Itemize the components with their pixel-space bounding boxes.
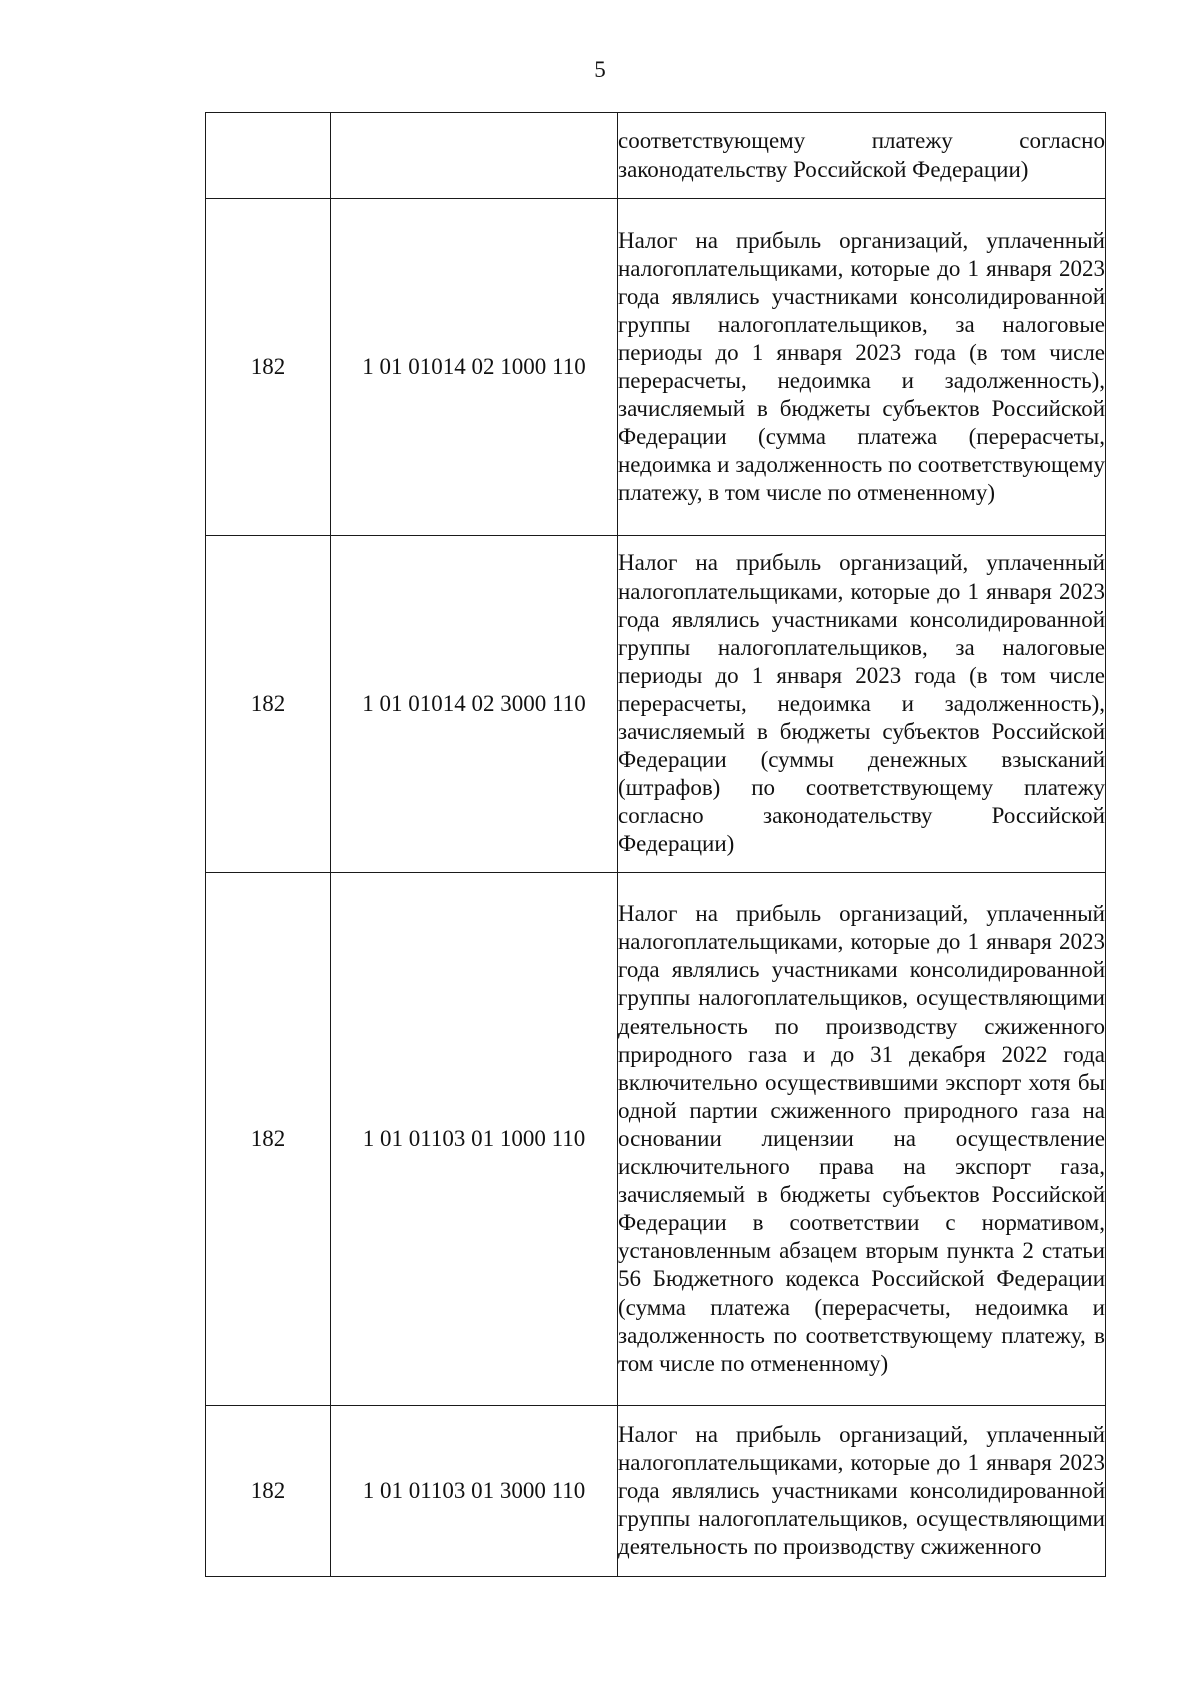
table-row bbox=[206, 1406, 1106, 1577]
income-name-text: Налог на прибыль организаций, уплаченный налогоплательщиками, которые до 1 января 2023 года являлись участниками консолидированной группы налогоплательщиков, осуществляющими деятельность по производству сжиженного природного газа и до 31 декабря 2022 года включительно осуществившими экспорт хотя бы одной партии сжиженного природного газа на основании лицензии на осуществление исключительного права на экспорт газа, зачисляемый в бюджеты субъектов Российской Федерации в соответствии с нормативом, установленным абзацем вторым пункта 2 статьи 56 Бюджетного кодекса Российской Федерации (сумма платежа (перерасчеты, недоимка и задолженность по соответствующему платежу, в том числе по отмененному) bbox=[618, 901, 1105, 1376]
budget-classification-table bbox=[205, 112, 1106, 1577]
admin-code-cell: 182 bbox=[206, 1406, 331, 1577]
income-name-cell bbox=[618, 873, 1106, 1406]
income-name-text: Налог на прибыль организаций, уплаченный налогоплательщиками, которые до 1 января 2023 года являлись участниками консолидированной группы налогоплательщиков, за налоговые периоды до 1 января 2023 года (в том числе перерасчеты, недоимка и задолженность), зачисляемый в бюджеты субъектов Российской Федерации (суммы денежных взысканий (штрафов) по соответствующему платежу согласно законодательству Российской Федерации) bbox=[618, 550, 1105, 857]
income-name-cell bbox=[618, 536, 1106, 873]
page-number: 5 bbox=[594, 57, 606, 82]
income-code-cell: 1 01 01014 02 1000 110 bbox=[331, 199, 618, 536]
income-code-cell: 1 01 01014 02 3000 110 bbox=[331, 536, 618, 873]
table-row bbox=[206, 873, 1106, 1406]
income-code-cell: 1 01 01103 01 3000 110 bbox=[331, 1406, 618, 1577]
income-name-cell bbox=[618, 1406, 1106, 1577]
table-row bbox=[206, 199, 1106, 536]
income-name-cell bbox=[618, 113, 1106, 199]
income-name-text: Налог на прибыль организаций, уплаченный налогоплательщиками, которые до 1 января 2023 года являлись участниками консолидированной группы налогоплательщиков, за налоговые периоды до 1 января 2023 года (в том числе перерасчеты, недоимка и задолженность), зачисляемый в бюджеты субъектов Российской Федерации (сумма платежа (перерасчеты, недоимка и задолженность по соответствующему платежу, в том числе по отмененному) bbox=[618, 227, 1105, 506]
income-name-text: соответствующему платежу согласно законодательству Российской Федерации) bbox=[618, 128, 1105, 182]
table-row bbox=[206, 113, 1106, 199]
admin-code-cell: 182 bbox=[206, 873, 331, 1406]
income-code-cell: 1 01 01103 01 1000 110 bbox=[331, 873, 618, 1406]
income-name-cell bbox=[618, 199, 1106, 536]
income-code-cell bbox=[331, 113, 618, 199]
admin-code-cell: 182 bbox=[206, 199, 331, 536]
admin-code-cell: 182 bbox=[206, 536, 331, 873]
admin-code-cell bbox=[206, 113, 331, 199]
income-name-text: Налог на прибыль организаций, уплаченный налогоплательщиками, которые до 1 января 2023 года являлись участниками консолидированной группы налогоплательщиков, осуществляющими деятельность по производству сжиженного bbox=[618, 1421, 1105, 1560]
table-row bbox=[206, 536, 1106, 873]
